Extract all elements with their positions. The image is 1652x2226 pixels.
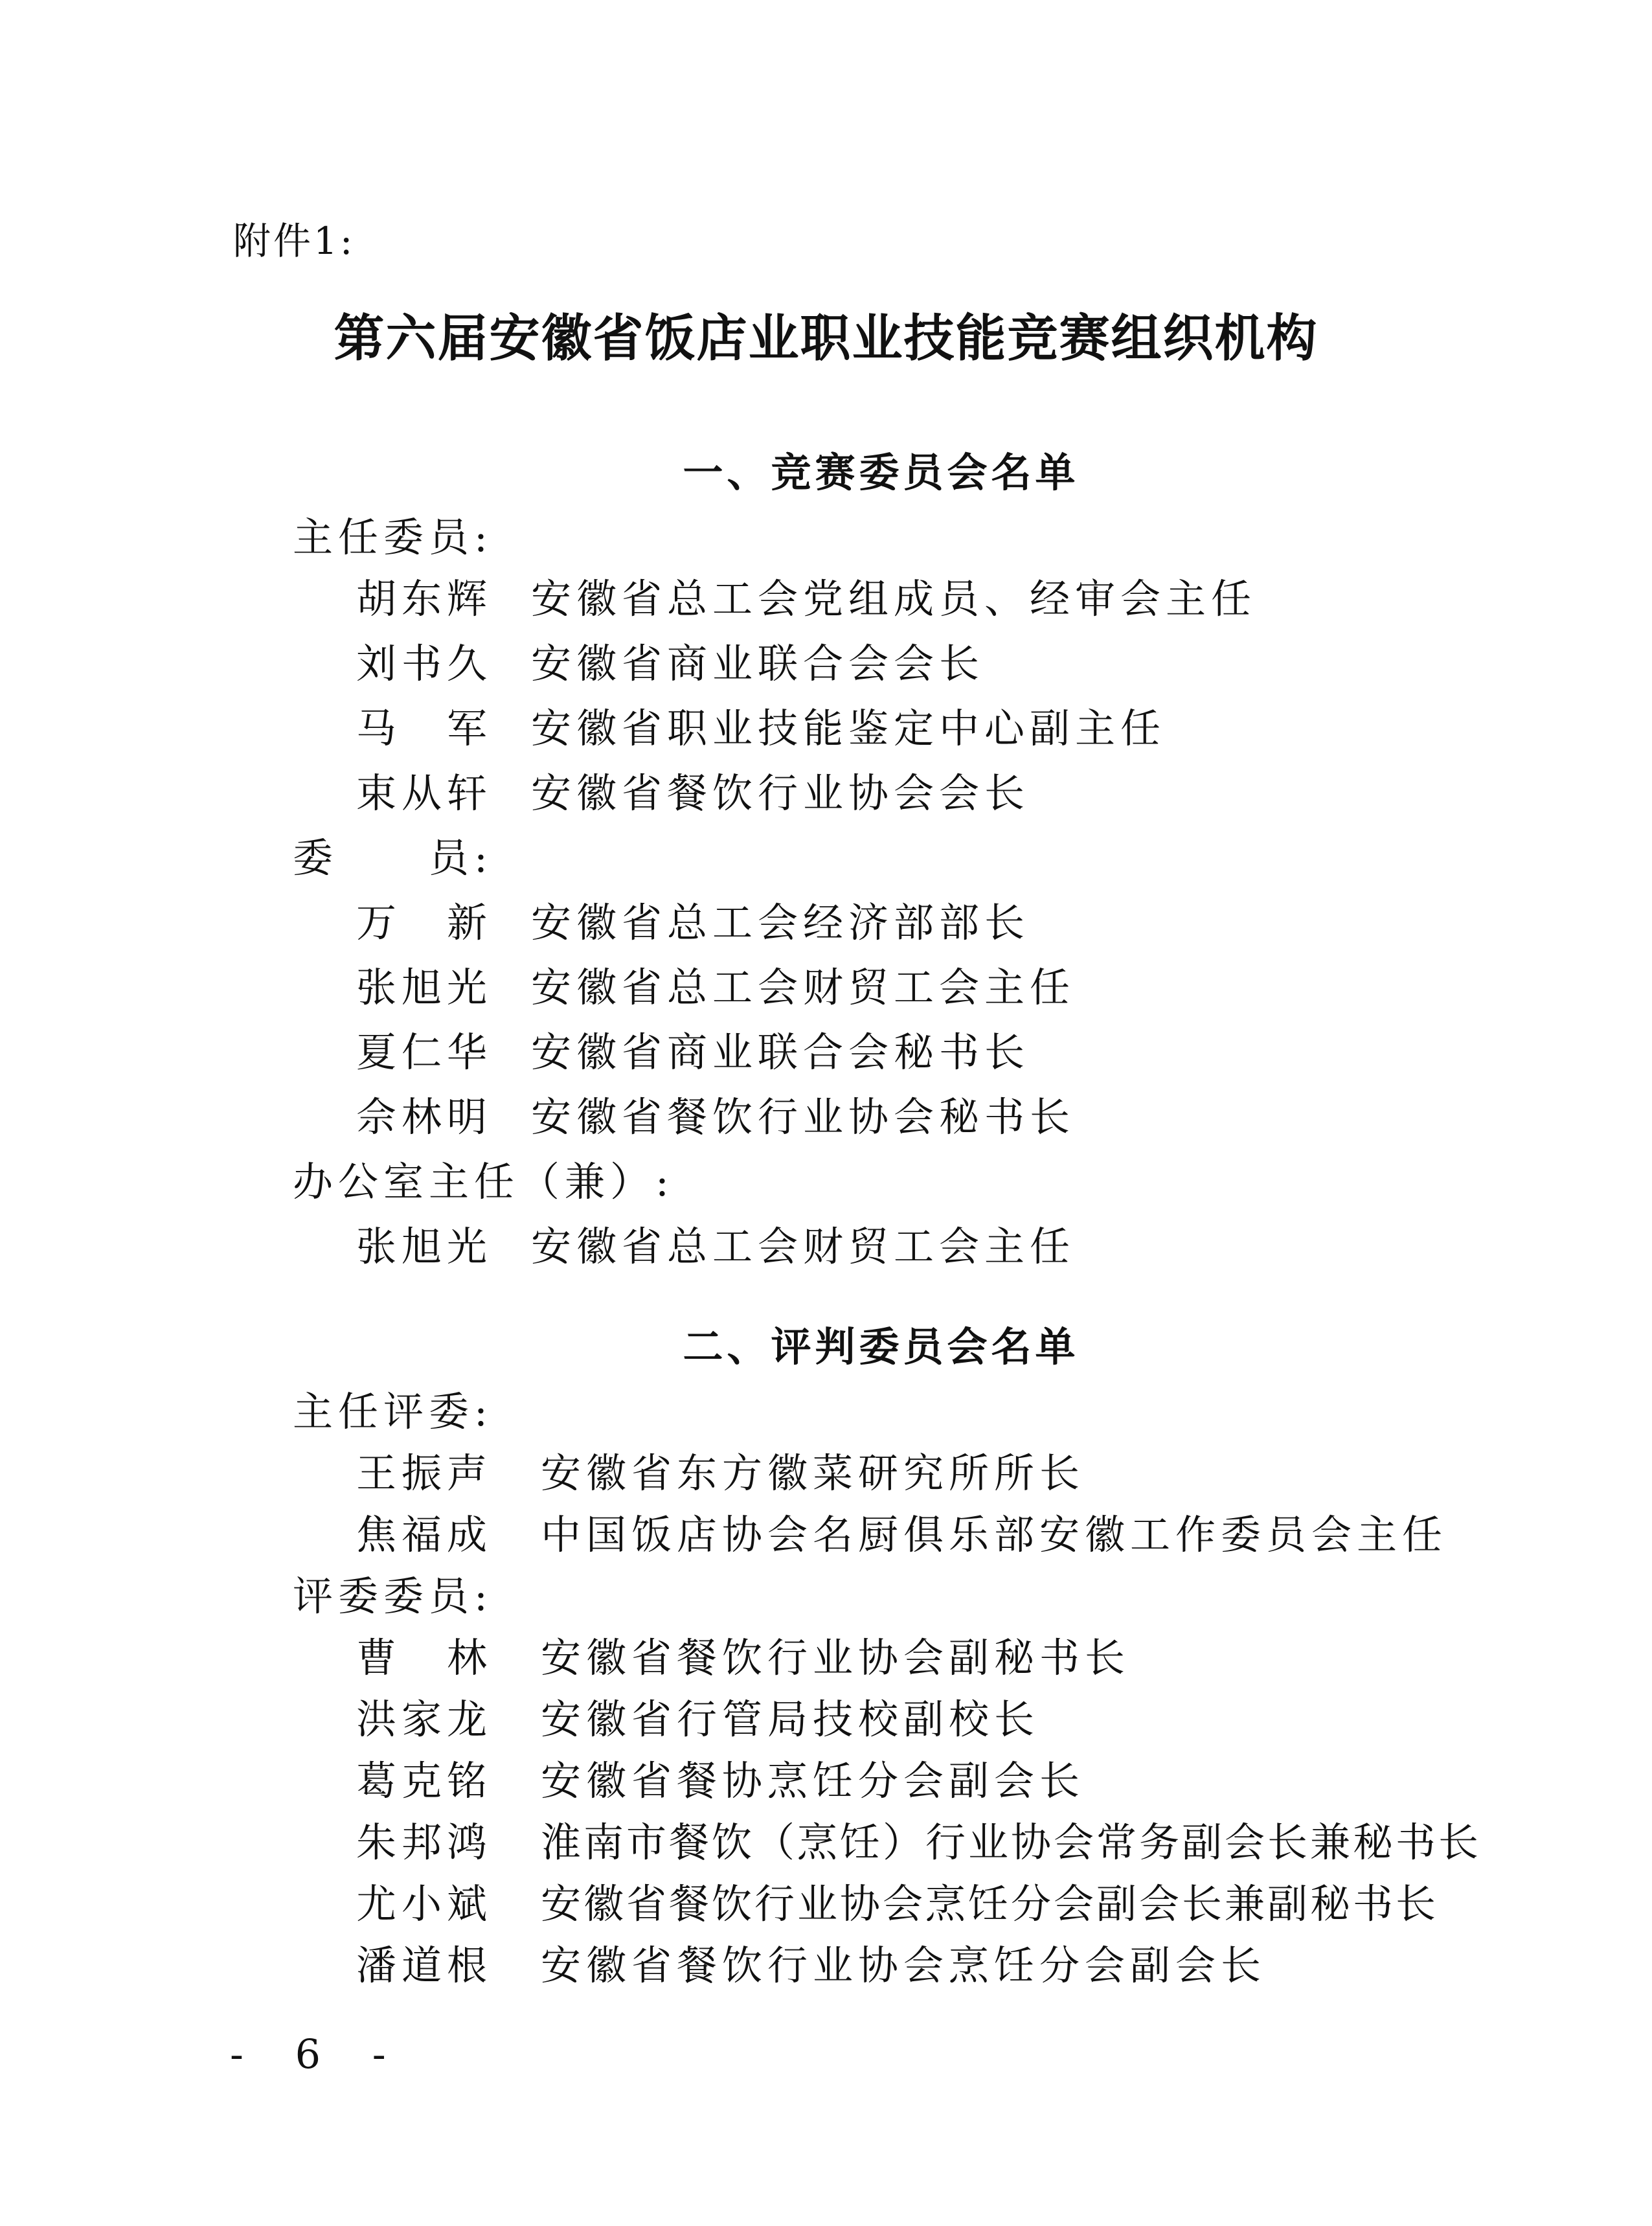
member-name: 张旭光 <box>356 1223 493 1270</box>
member-name: 张旭光 <box>356 964 493 1011</box>
member-title: 安徽省餐饮行业协会烹饪分会副会长 <box>541 1942 1267 1989</box>
member-name: 佘林明 <box>356 1093 493 1141</box>
section-heading-judging-committee: 二、评判委员会名单 <box>683 1323 1080 1370</box>
member-name: 葛克铭 <box>356 1757 493 1804</box>
member-name: 刘书久 <box>356 640 493 687</box>
member-row <box>356 1441 1085 1499</box>
member-title: 安徽省商业联合会会长 <box>531 640 985 687</box>
member-row <box>356 1085 1075 1142</box>
member-row <box>356 1872 1438 1929</box>
member-row <box>356 891 1030 948</box>
member-row <box>356 567 1256 624</box>
member-title: 安徽省总工会党组成员、经审会主任 <box>531 575 1257 622</box>
member-row <box>356 1687 1039 1745</box>
group-label-office-director: 办公室主任（兼）: <box>293 1158 674 1205</box>
group-label-members: 委 员: <box>293 834 493 881</box>
member-title: 安徽省餐饮行业协会秘书长 <box>531 1093 1076 1141</box>
member-row <box>356 1626 1130 1683</box>
member-name: 束从轩 <box>356 769 493 817</box>
member-title: 安徽省行管局技校副校长 <box>541 1696 1040 1743</box>
member-row <box>356 631 984 689</box>
group-label-judges: 评委委员: <box>293 1573 493 1620</box>
section-heading-competition-committee: 一、竞赛委员会名单 <box>683 449 1080 496</box>
document-title: 第六届安徽省饭店业职业技能竞赛组织机构 <box>334 310 1318 368</box>
member-name: 洪家龙 <box>356 1696 493 1743</box>
member-title: 安徽省商业联合会秘书长 <box>531 1028 1030 1076</box>
member-row <box>356 696 1166 754</box>
member-row <box>356 1214 1075 1272</box>
member-row <box>356 1020 1030 1078</box>
group-label-chief-judges: 主任评委: <box>293 1388 493 1435</box>
member-title: 淮南市餐饮（烹饪）行业协会常务副会长兼秘书长 <box>541 1819 1482 1866</box>
member-title: 安徽省餐饮行业协会烹饪分会副会长兼副秘书长 <box>541 1880 1439 1927</box>
member-row <box>356 761 1030 819</box>
member-name: 潘道根 <box>356 1942 493 1989</box>
member-title: 中国饭店协会名厨俱乐部安徽工作委员会主任 <box>541 1511 1448 1558</box>
member-title: 安徽省总工会经济部部长 <box>531 899 1030 946</box>
member-name: 尤小斌 <box>356 1880 493 1927</box>
member-row <box>356 1749 1085 1806</box>
member-row <box>356 1810 1481 1868</box>
member-row <box>356 955 1075 1013</box>
member-title: 安徽省总工会财贸工会主任 <box>531 1223 1076 1270</box>
group-label-directors: 主任委员: <box>293 514 493 561</box>
member-title: 安徽省职业技能鉴定中心副主任 <box>531 705 1166 752</box>
member-name: 王振声 <box>356 1449 493 1497</box>
member-title: 安徽省总工会财贸工会主任 <box>531 964 1076 1011</box>
page-number: - 6 - <box>230 2030 405 2078</box>
member-title: 安徽省餐协烹饪分会副会长 <box>541 1757 1085 1804</box>
member-name: 朱邦鸿 <box>356 1819 493 1866</box>
member-name: 胡东辉 <box>356 575 493 622</box>
member-title: 安徽省餐饮行业协会副秘书长 <box>541 1634 1131 1681</box>
member-title: 安徽省餐饮行业协会会长 <box>531 769 1030 817</box>
member-row <box>356 1933 1266 1991</box>
member-name: 焦福成 <box>356 1511 493 1558</box>
attachment-label: 附件1: <box>233 219 356 263</box>
member-row <box>356 1503 1447 1560</box>
member-name: 马 军 <box>356 705 493 752</box>
member-title: 安徽省东方徽菜研究所所长 <box>541 1449 1085 1497</box>
member-name: 曹 林 <box>356 1634 493 1681</box>
member-name: 万 新 <box>356 899 493 946</box>
member-name: 夏仁华 <box>356 1028 493 1076</box>
